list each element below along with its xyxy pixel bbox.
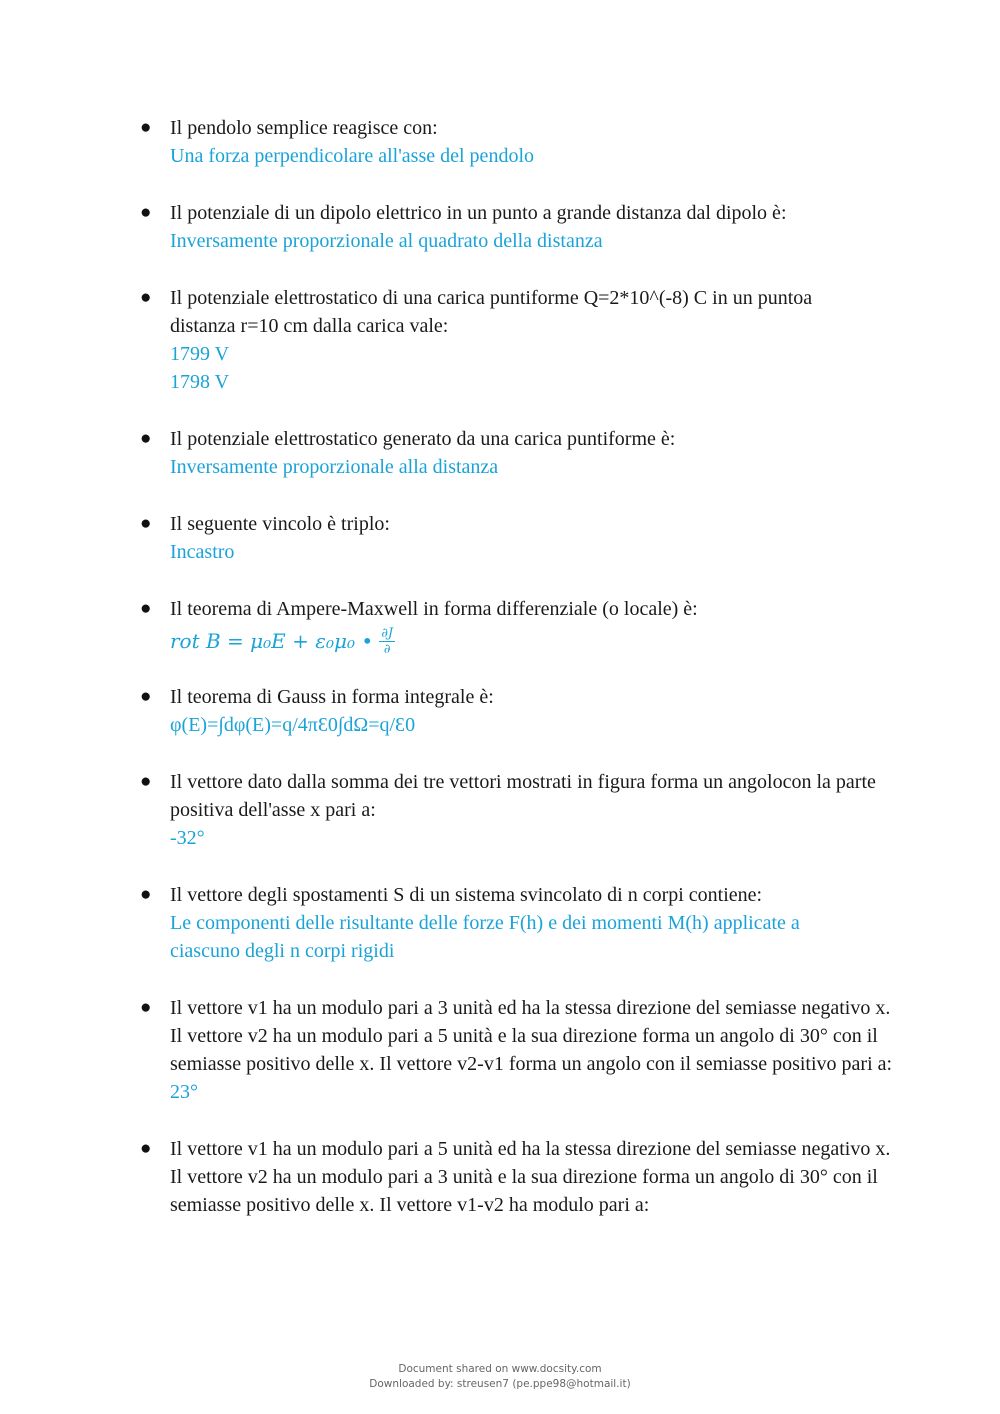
answer-text: φ(E)=∫dφ(E)=q/4πƐ0∫dΩ=q/Ɛ0: [170, 714, 416, 736]
bullet-icon: ●: [140, 1138, 152, 1159]
question-text: Il vettore v1 ha un modulo pari a 5 unità ed ha la stessa direzione del semiasse negativo x. Il vettore v2 ha un modulo pari a 3 unità e la sua direzione forma un angolo di 30° con il semiasse positivo delle x. Il vettore v1-v2 ha modulo pari a:: [170, 1138, 891, 1216]
footer-shared-line: Document shared on www.docsity.com: [398, 1363, 602, 1375]
question-text: Il potenziale elettrostatico generato da una carica puntiforme è:: [170, 428, 676, 450]
question-text: Il teorema di Ampere-Maxwell in forma differenziale (o locale) è:: [170, 598, 698, 620]
question-text: Il potenziale elettrostatico di una carica puntiforme Q=2*10^(-8) C in un puntoa distanza r=10 cm dalla carica vale:: [170, 287, 813, 337]
list-item: [140, 994, 900, 1106]
list-item: [140, 114, 900, 170]
bullet-icon: ●: [140, 513, 152, 534]
list-item: [140, 881, 900, 965]
list-item: [140, 199, 900, 255]
bullet-icon: ●: [140, 287, 152, 308]
question-text: Il pendolo semplice reagisce con:: [170, 117, 438, 139]
answer-text: 1799 V: [170, 343, 230, 365]
answer-text: Una forza perpendicolare all'asse del pendolo: [170, 145, 534, 167]
question-text: Il vettore v1 ha un modulo pari a 3 unità ed ha la stessa direzione del semiasse negativo x. Il vettore v2 ha un modulo pari a 5 unità e la sua direzione forma un angolo di 30° con il semiasse positivo delle x. Il vettore v2-v1 forma un angolo con il semiasse positivo pari a:: [170, 997, 893, 1075]
answer-text: Incastro: [170, 541, 235, 563]
question-list: [140, 114, 900, 1248]
answer-text: 1798 V: [170, 371, 230, 393]
question-text: Il seguente vincolo è triplo:: [170, 513, 390, 535]
question-text: Il vettore dato dalla somma dei tre vettori mostrati in figura forma un angolocon la parte positiva dell'asse x pari a:: [170, 771, 876, 821]
bullet-icon: ●: [140, 771, 152, 792]
answer-text: 23°: [170, 1081, 198, 1103]
page-footer: [0, 1362, 1000, 1392]
list-item: [140, 683, 900, 739]
answer-text: Le componenti delle risultante delle forze F(h) e dei momenti M(h) applicate a ciascuno degli n corpi rigidi: [170, 912, 800, 962]
answer-text: Inversamente proporzionale alla distanza: [170, 456, 499, 478]
question-text: Il potenziale di un dipolo elettrico in un punto a grande distanza dal dipolo è:: [170, 202, 787, 224]
math-formula: [170, 623, 900, 659]
answer-text: Inversamente proporzionale al quadrato della distanza: [170, 230, 603, 252]
fraction-numerator: ∂J: [381, 625, 394, 641]
bullet-icon: ●: [140, 884, 152, 905]
question-text: Il vettore degli spostamenti S di un sistema svincolato di n corpi contiene:: [170, 884, 763, 906]
question-text: Il teorema di Gauss in forma integrale è:: [170, 686, 494, 708]
list-item: [140, 510, 900, 566]
answer-text: -32°: [170, 827, 205, 849]
list-item: [140, 425, 900, 481]
bullet-icon: ●: [140, 428, 152, 449]
footer-download-line: Downloaded by: streusen7 (pe.ppe98@hotmail.it): [369, 1378, 631, 1390]
formula-main: rot B = μ₀E + ε₀μ₀ •: [170, 629, 374, 653]
list-item: [140, 1135, 900, 1219]
formula-fraction: [379, 626, 395, 657]
bullet-icon: ●: [140, 686, 152, 707]
fraction-denominator: ∂: [383, 641, 391, 657]
list-item: [140, 768, 900, 852]
bullet-icon: ●: [140, 598, 152, 619]
bullet-icon: ●: [140, 117, 152, 138]
bullet-icon: ●: [140, 202, 152, 223]
list-item: [140, 284, 900, 396]
bullet-icon: ●: [140, 997, 152, 1018]
list-item: [140, 595, 900, 659]
